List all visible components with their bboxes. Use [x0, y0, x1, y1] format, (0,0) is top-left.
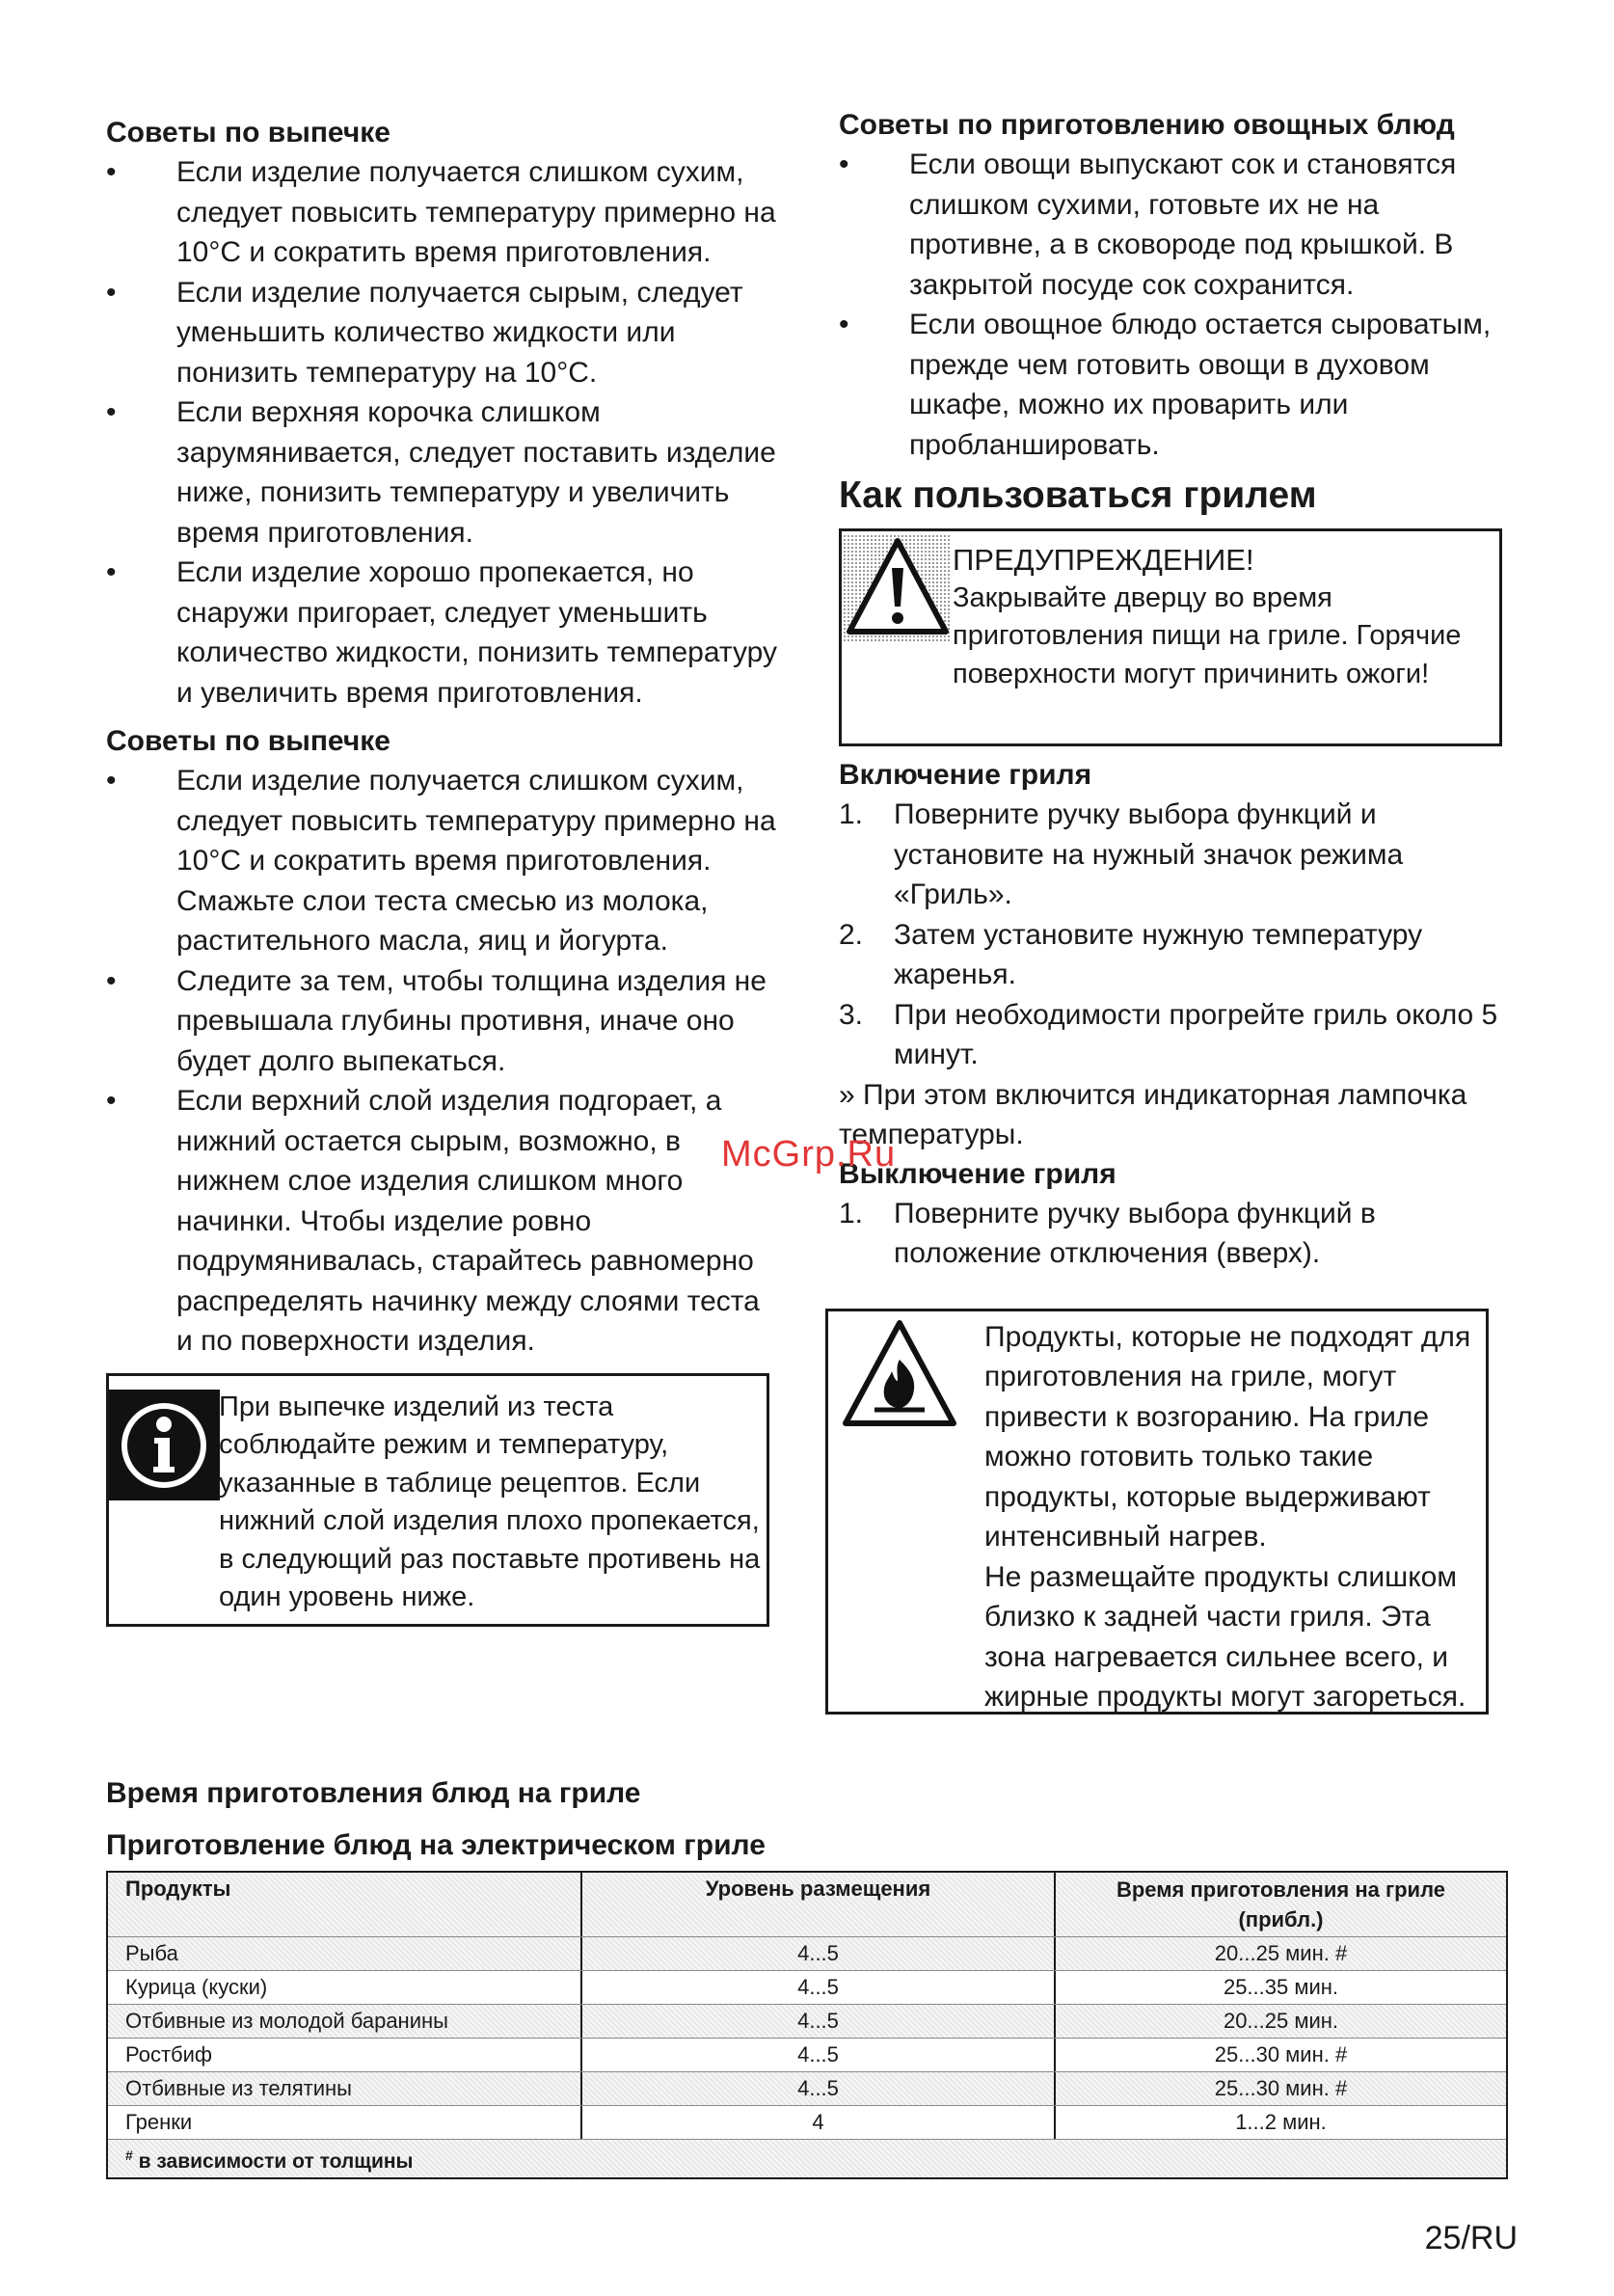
list-item: • Если верхний слой изделия подгорает, а нижний остается сырым, возможно, в нижнем слое изделия слишком много начинки. Чтобы изделие ровно подрумянивалась, старайтесь равномерно распределять начинку между слоями теста и по поверхности изделия. — [106, 1081, 781, 1362]
baking-tips-heading-2: Советы по выпечке — [106, 725, 390, 757]
warning-icon — [844, 535, 952, 643]
table-row: Курица (куски) 4...5 25...35 мин. — [108, 1970, 1506, 2004]
vegetable-tips-list — [839, 145, 1514, 465]
left-column — [106, 114, 781, 1627]
grill-times-table — [106, 1871, 1508, 2179]
list-item: 1. Поверните ручку выбора функций и установите на нужный значок режима «Гриль». — [839, 798, 1404, 910]
table-footnote: # в зависимости от толщины — [108, 2139, 1506, 2177]
list-item: 3. При необходимости прогрейте гриль около 5 минут. — [839, 998, 1498, 1070]
grill-usage-heading: Как пользоваться грилем — [839, 474, 1317, 516]
table-row: Отбивные из молодой баранины 4...5 20...25 мин. — [108, 2004, 1506, 2038]
list-item: • Если изделие получается сырым, следует уменьшить количество жидкости или понизить температуру на 10°С. — [106, 273, 781, 393]
grill-on-steps — [839, 795, 1514, 1075]
list-item: • Следите за тем, чтобы толщина изделия не превышала глубины противня, иначе оно будет долго выпекаться. — [106, 961, 781, 1082]
warning-text: Закрывайте дверцу во время приготовления пищи на гриле. Горячие поверхности могут причинить ожоги! — [953, 581, 1462, 689]
info-icon — [109, 1390, 220, 1500]
baking-tips-heading-1: Советы по выпечке — [106, 117, 390, 149]
vegetable-tips-heading: Советы по приготовлению овощных блюд — [839, 109, 1455, 141]
baking-tips-list-1 — [106, 152, 781, 713]
list-item: • Если изделие хорошо пропекается, но снаружи пригорает, следует уменьшить количество жидкости, понизить температуру и увеличить время приготовления. — [106, 553, 781, 713]
table-header-row — [108, 1873, 1506, 1936]
watermark: McGrp.Ru — [721, 1134, 897, 1175]
header-time: Время приготовления на гриле (прибл.) — [1054, 1873, 1506, 1936]
table-row: Рыба 4...5 20...25 мин. # — [108, 1936, 1506, 1970]
grill-times-heading: Время приготовления блюд на гриле — [106, 1777, 641, 1809]
grill-off-heading: Выключение гриля — [839, 1157, 1116, 1190]
list-item: • Если овощное блюдо остается сыроватым, прежде чем готовить овощи в духовом шкафе, можно их проварить или пробланшировать. — [839, 305, 1514, 465]
list-item: • Если овощи выпускают сок и становятся слишком сухими, готовьте их не на противне, а в сковороде под крышкой. В закрытой посуде сок сохранится. — [839, 145, 1514, 305]
list-item: • Если изделие получается слишком сухим, следует повысить температуру примерно на 10°С и сократить время приготовления. — [106, 152, 781, 273]
table-row: Отбивные из телятины 4...5 25...30 мин. # — [108, 2071, 1506, 2105]
baking-tips-list-2 — [106, 761, 781, 1362]
list-item: • Если изделие получается слишком сухим, следует повысить температуру примерно на 10°С и сократить время приготовления. Смажьте слои теста смесью из молока, растительного масла, яиц и йогурта. — [106, 761, 781, 961]
table-row: Гренки 4 1...2 мин. — [108, 2105, 1506, 2139]
grill-on-note: » При этом включится индикаторная лампочка температуры. — [839, 1078, 1467, 1150]
header-level: Уровень размещения — [580, 1873, 1054, 1936]
grill-on-heading: Включение гриля — [839, 759, 1092, 791]
info-note-text: При выпечке изделий из теста соблюдайте режим и температуру, указанные в таблице рецептов. Если нижний слой изделия плохо пропекается, в следующий раз поставьте противень на один уровень ниже. — [219, 1391, 761, 1612]
info-note-box — [106, 1373, 769, 1627]
table-row: Ростбиф 4...5 25...30 мин. # — [108, 2038, 1506, 2071]
right-column — [839, 106, 1514, 1715]
list-item: • Если верхняя корочка слишком зарумянивается, следует поставить изделие ниже, понизить температуру и увеличить время приготовления. — [106, 392, 781, 553]
header-products: Продукты — [125, 1877, 231, 1901]
warning-text-block — [953, 541, 1495, 693]
electric-grill-heading: Приготовление блюд на электрическом гриле — [106, 1829, 766, 1861]
fire-warning-box — [825, 1309, 1489, 1715]
warning-title: ПРЕДУПРЕЖДЕНИЕ! — [953, 543, 1254, 577]
warning-box — [839, 528, 1502, 746]
list-item: 2. Затем установите нужную температуру жаренья. — [839, 918, 1423, 990]
grill-off-steps — [839, 1194, 1514, 1274]
flammable-icon — [840, 1317, 959, 1437]
fire-warning-text: Продукты, которые не подходят для приготовления на гриле, могут привести к возгоранию. На гриле можно готовить только такие продукты, которые выдерживают интенсивный нагрев. Не размещайте продукты слишком близко к задней части гриля. Эта зона нагревается сильнее всего, и жирные продукты могут загореться. — [984, 1320, 1471, 1713]
list-item: 1. Поверните ручку выбора функций в положение отключения (вверх). — [839, 1197, 1376, 1269]
grill-times-section — [106, 1774, 1508, 2179]
page-number: 25/RU — [1424, 2220, 1518, 2256]
